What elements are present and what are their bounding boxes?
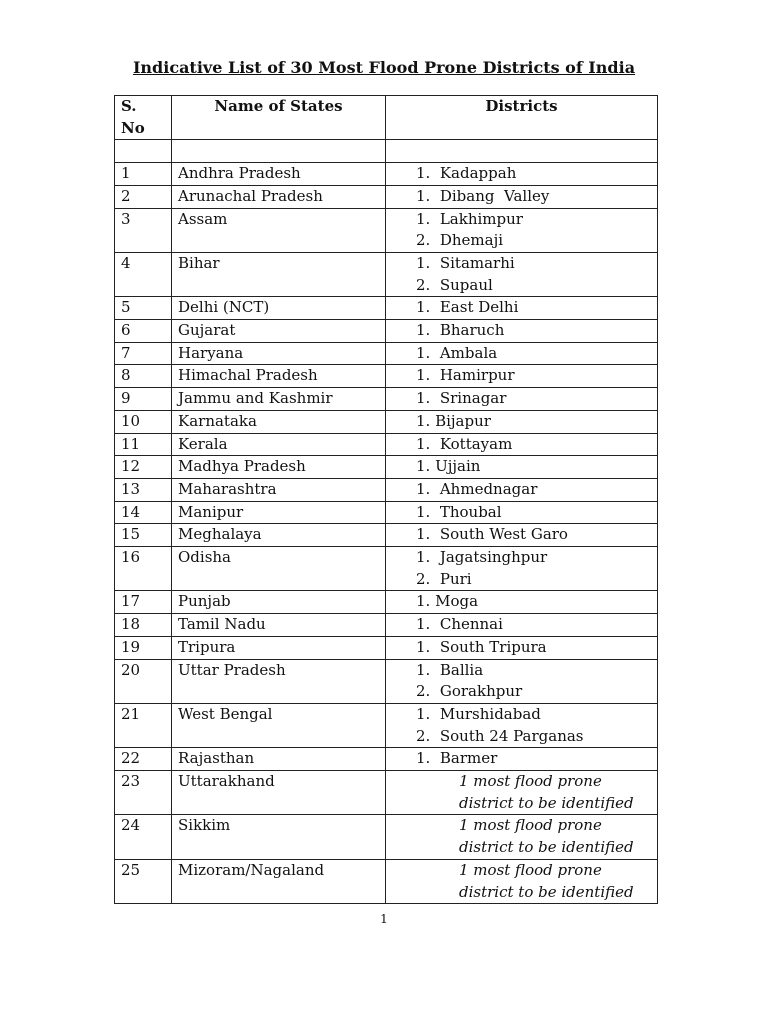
table-row — [115, 163, 658, 186]
state-cell: Delhi (NCT) — [172, 297, 386, 320]
table-row — [115, 547, 658, 591]
state-cell: Mizoram/Nagaland — [172, 859, 386, 903]
districts-cell — [386, 659, 658, 703]
table-row — [115, 388, 658, 411]
districts-cell — [386, 501, 658, 524]
state-cell: Rajasthan — [172, 748, 386, 771]
districts-cell — [386, 320, 658, 343]
sno-cell: 12 — [115, 456, 172, 479]
state-cell: Gujarat — [172, 320, 386, 343]
district-item: 1. Moga — [416, 592, 479, 611]
empty-cell — [115, 140, 172, 163]
district-item: 2. Puri — [416, 569, 472, 588]
district-item: 2. Supaul — [416, 275, 493, 294]
table-row — [115, 185, 658, 208]
sno-cell: 24 — [115, 815, 172, 859]
sno-cell: 15 — [115, 524, 172, 547]
flood-districts-table — [114, 95, 658, 904]
table-row — [115, 614, 658, 637]
district-item: 1. Murshidabad — [416, 704, 541, 723]
header-districts: Districts — [386, 96, 658, 140]
sno-cell: 21 — [115, 703, 172, 747]
districts-cell — [386, 591, 658, 614]
sno-cell: 8 — [115, 365, 172, 388]
table-row — [115, 591, 658, 614]
sno-cell: 5 — [115, 297, 172, 320]
table-row — [115, 771, 658, 815]
state-cell: Tamil Nadu — [172, 614, 386, 637]
district-item: 1. Barmer — [416, 749, 498, 768]
district-note: district to be identified — [459, 793, 634, 812]
state-cell: Sikkim — [172, 815, 386, 859]
state-cell: Manipur — [172, 501, 386, 524]
sno-cell: 16 — [115, 547, 172, 591]
table-row — [115, 297, 658, 320]
table-row — [115, 208, 658, 252]
sno-cell: 1 — [115, 163, 172, 186]
table-body — [115, 140, 658, 904]
state-cell: Punjab — [172, 591, 386, 614]
header-sno: S. No — [115, 96, 172, 140]
sno-cell: 6 — [115, 320, 172, 343]
district-item: 1. Ahmednagar — [416, 479, 538, 498]
state-cell: Karnataka — [172, 410, 386, 433]
district-note: 1 most flood prone — [459, 816, 602, 835]
district-item: 1. Chennai — [416, 615, 503, 634]
table-header-row — [115, 96, 658, 140]
district-note: 1 most flood prone — [459, 772, 602, 791]
table-row — [115, 748, 658, 771]
state-cell: Assam — [172, 208, 386, 252]
districts-cell — [386, 163, 658, 186]
district-item: 1. Kottayam — [416, 434, 513, 453]
sno-cell: 4 — [115, 252, 172, 296]
table-row — [115, 636, 658, 659]
districts-cell — [386, 208, 658, 252]
state-cell: Uttar Pradesh — [172, 659, 386, 703]
district-item: 1. East Delhi — [416, 298, 519, 317]
districts-cell — [386, 748, 658, 771]
table-row — [115, 703, 658, 747]
table-row — [115, 815, 658, 859]
table-row — [115, 478, 658, 501]
table-row — [115, 252, 658, 296]
table-empty-row — [115, 140, 658, 163]
sno-cell: 19 — [115, 636, 172, 659]
table-row — [115, 365, 658, 388]
districts-cell — [386, 342, 658, 365]
sno-cell: 22 — [115, 748, 172, 771]
districts-cell — [386, 636, 658, 659]
table-row — [115, 524, 658, 547]
districts-cell — [386, 297, 658, 320]
district-item: 1. Bijapur — [416, 411, 491, 430]
state-cell: Arunachal Pradesh — [172, 185, 386, 208]
districts-cell — [386, 547, 658, 591]
districts-cell — [386, 771, 658, 815]
district-item: 1. Srinagar — [416, 389, 507, 408]
sno-cell: 2 — [115, 185, 172, 208]
district-note: district to be identified — [459, 882, 634, 901]
districts-cell — [386, 456, 658, 479]
district-note: district to be identified — [459, 838, 634, 857]
districts-cell — [386, 410, 658, 433]
district-item: 1. Thoubal — [416, 502, 502, 521]
district-item: 2. Gorakhpur — [416, 682, 523, 701]
page-number: 1 — [380, 912, 388, 926]
districts-cell — [386, 614, 658, 637]
district-item: 2. Dhemaji — [416, 231, 504, 250]
districts-cell — [386, 365, 658, 388]
state-cell: Himachal Pradesh — [172, 365, 386, 388]
district-item: 1. Ujjain — [416, 457, 481, 476]
table-row — [115, 859, 658, 903]
district-note: 1 most flood prone — [459, 860, 602, 879]
state-cell: Meghalaya — [172, 524, 386, 547]
districts-cell — [386, 185, 658, 208]
state-cell: Jammu and Kashmir — [172, 388, 386, 411]
districts-cell — [386, 815, 658, 859]
district-item: 1. Sitamarhi — [416, 253, 515, 272]
state-cell: Tripura — [172, 636, 386, 659]
state-cell: Haryana — [172, 342, 386, 365]
districts-cell — [386, 252, 658, 296]
district-item: 1. Ballia — [416, 660, 484, 679]
sno-cell: 10 — [115, 410, 172, 433]
header-state: Name of States — [172, 96, 386, 140]
sno-cell: 25 — [115, 859, 172, 903]
district-item: 1. Ambala — [416, 343, 498, 362]
district-item: 1. Lakhimpur — [416, 209, 523, 228]
district-item: 2. South 24 Parganas — [416, 726, 584, 745]
sno-cell: 11 — [115, 433, 172, 456]
sno-cell: 23 — [115, 771, 172, 815]
empty-cell — [386, 140, 658, 163]
state-cell: Madhya Pradesh — [172, 456, 386, 479]
state-cell: Kerala — [172, 433, 386, 456]
empty-cell — [172, 140, 386, 163]
sno-cell: 7 — [115, 342, 172, 365]
state-cell: Uttarakhand — [172, 771, 386, 815]
table-row — [115, 659, 658, 703]
state-cell: Odisha — [172, 547, 386, 591]
state-cell: Bihar — [172, 252, 386, 296]
sno-cell: 20 — [115, 659, 172, 703]
state-cell: Andhra Pradesh — [172, 163, 386, 186]
district-item: 1. Jagatsinghpur — [416, 548, 548, 567]
district-item: 1. South West Garo — [416, 525, 568, 544]
district-item: 1. Dibang Valley — [416, 186, 550, 205]
table-row — [115, 433, 658, 456]
district-item: 1. Bharuch — [416, 321, 505, 340]
district-item: 1. Kadappah — [416, 164, 517, 183]
districts-cell — [386, 478, 658, 501]
sno-cell: 9 — [115, 388, 172, 411]
page-title: Indicative List of 30 Most Flood Prone Districts of India — [132, 58, 636, 77]
sno-cell: 17 — [115, 591, 172, 614]
state-cell: Maharashtra — [172, 478, 386, 501]
table-row — [115, 320, 658, 343]
districts-cell — [386, 388, 658, 411]
table-row — [115, 501, 658, 524]
districts-cell — [386, 703, 658, 747]
state-cell: West Bengal — [172, 703, 386, 747]
sno-cell: 3 — [115, 208, 172, 252]
sno-cell: 13 — [115, 478, 172, 501]
table-row — [115, 410, 658, 433]
districts-cell — [386, 433, 658, 456]
table-row — [115, 342, 658, 365]
sno-cell: 14 — [115, 501, 172, 524]
table-row — [115, 456, 658, 479]
district-item: 1. South Tripura — [416, 637, 547, 656]
district-item: 1. Hamirpur — [416, 366, 515, 385]
districts-cell — [386, 859, 658, 903]
districts-cell — [386, 524, 658, 547]
sno-cell: 18 — [115, 614, 172, 637]
